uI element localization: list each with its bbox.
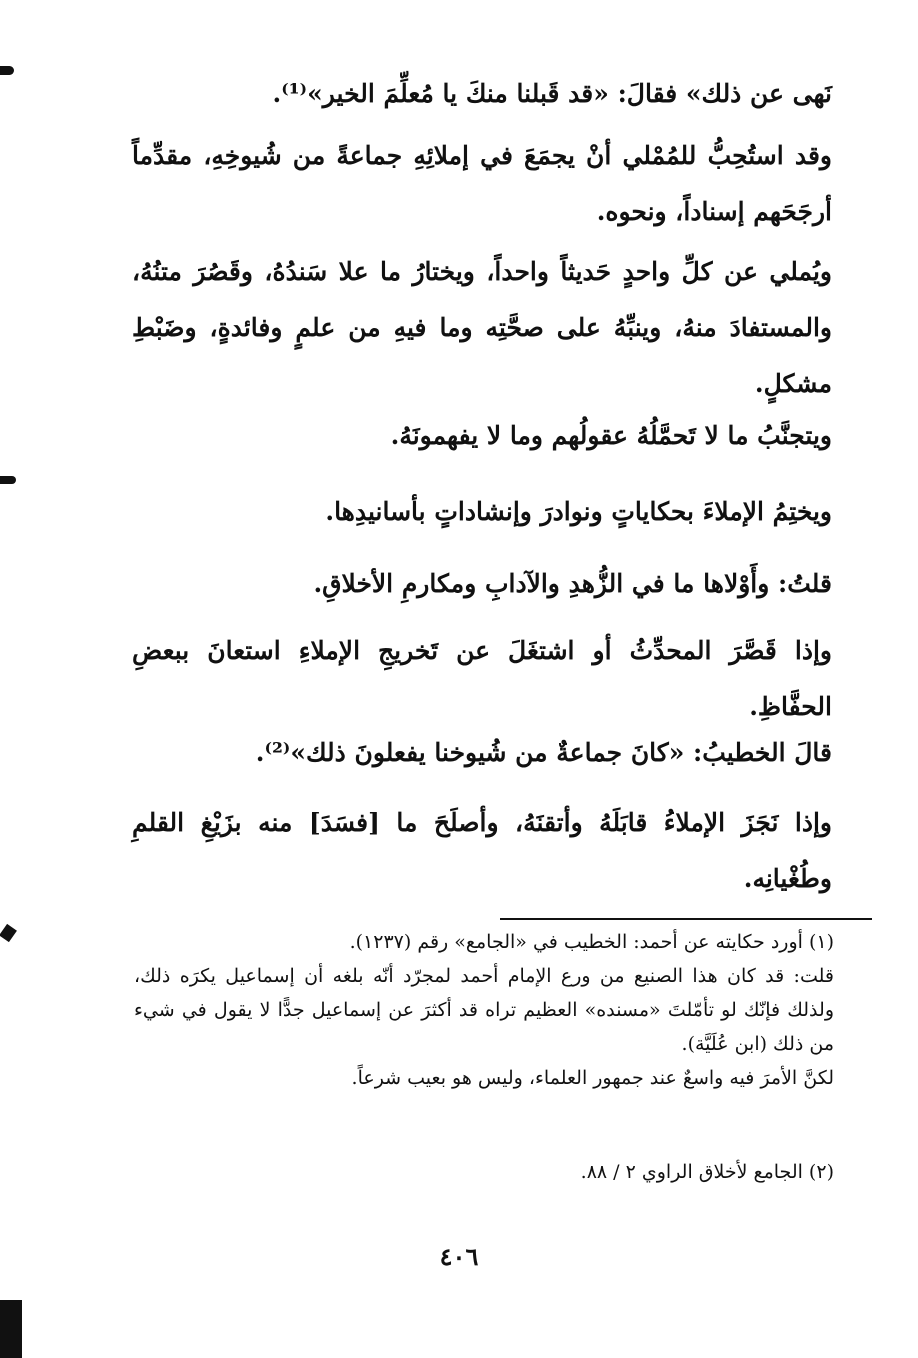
body-paragraph	[132, 128, 832, 240]
paragraph-text: قلتُ: وأَوْلاها ما في الزُّهدِ والآدابِ ومكارمِ الأخلاقِ.	[313, 569, 832, 598]
scan-edge-shadow	[0, 1300, 22, 1358]
body-paragraph	[132, 484, 832, 540]
paragraph-text: ويختِمُ الإملاءَ بحكاياتٍ ونوادرَ وإنشاداتٍ بأسانيدِها.	[325, 497, 832, 526]
body-paragraph	[132, 556, 832, 612]
footnote-line: (٢) الجامع لأخلاق الراوي ٢ / ٨٨.	[580, 1161, 834, 1183]
footnote-1	[134, 925, 834, 1095]
scan-margin-mark	[0, 476, 16, 484]
body-paragraph	[132, 66, 832, 122]
scan-margin-mark	[0, 66, 14, 75]
paragraph-text: ويُملي عن كلِّ واحدٍ حَديثاً واحداً، ويختارُ ما علا سَندُهُ، وقَصُرَ متنُهُ، والمستفادَ منهُ، وينبِّهُ على صحَّتِه وما فيهِ من علمٍ وفائدةٍ، وضَبْطِ مشكلٍ.	[132, 257, 832, 398]
footnote-2	[134, 1155, 834, 1189]
footnote-line: (١) أورد حكايته عن أحمد: الخطيب في «الجامع» رقم (١٢٣٧).	[349, 931, 834, 953]
body-paragraph	[132, 244, 832, 412]
paragraph-text: نَهى عن ذلك» فقالَ: «قد قَبلنا منكَ يا مُعلِّمَ الخير»⁽¹⁾.	[272, 79, 832, 108]
body-paragraph	[132, 725, 832, 781]
body-paragraph	[132, 795, 832, 907]
paragraph-text: وقد استُحِبُّ للمُمْلي أنْ يجمَعَ في إملائِهِ جماعةً من شُيوخِهِ، مقدِّماً أرجَحَهم إسناداً، ونحوه.	[132, 141, 832, 226]
page-number: ٤٠٦	[439, 1242, 479, 1271]
paragraph-text: وإذا قَصَّرَ المحدِّثُ أو اشتغَلَ عن تَخريجِ الإملاءِ استعانَ ببعضِ الحفَّاظِ.	[132, 636, 832, 721]
scan-margin-mark	[0, 924, 17, 942]
body-paragraph	[132, 623, 832, 735]
footnote-line: لكنَّ الأمرَ فيه واسعٌ عند جمهور العلماء، وليس هو بعيب شرعاً.	[351, 1067, 834, 1089]
paragraph-text: وإذا نَجَزَ الإملاءُ قابَلَهُ وأتقنَهُ، وأصلَحَ ما [فسَدَ] منه بزَيْغِ القلمِ وطُغْيانِه.	[132, 808, 832, 893]
footnote-separator	[500, 918, 872, 920]
paragraph-text: قالَ الخطيبُ: «كانَ جماعةٌ من شُيوخنا يفعلونَ ذلك»⁽²⁾.	[255, 738, 832, 767]
footnote-line: قلت: قد كان هذا الصنيع من ورع الإمام أحمد لمجرّد أنّه بلغه أن إسماعيل يكرَه ذلك، ولذلك فإنّك لو تأمّلتَ «مسنده» العظيم تراه قد أكثرَ عن إسماعيل جدًّا لا يقول في شيء من ذلك (ابن عُلَيَّة).	[134, 965, 834, 1055]
paragraph-text: ويتجنَّبُ ما لا تَحمَّلُهُ عقولُهم وما لا يفهمونَهُ.	[390, 421, 832, 450]
body-paragraph	[132, 408, 832, 464]
